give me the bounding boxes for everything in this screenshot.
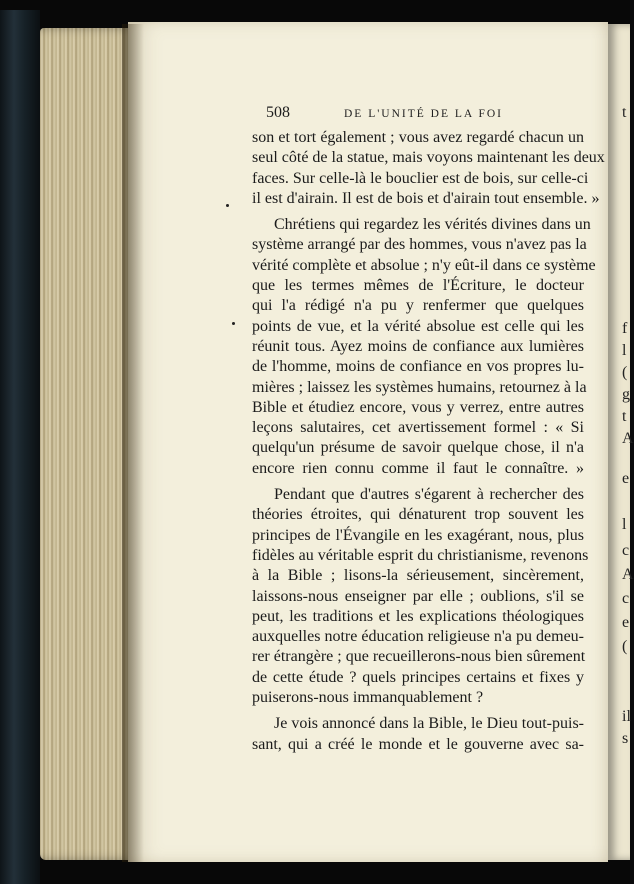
book-binding (0, 10, 40, 884)
running-header (266, 104, 596, 126)
text-line: Je vois annoncé dans la Bible, le Dieu tout-puis- (274, 715, 584, 733)
paragraph (252, 128, 605, 209)
adjacent-glyph: g (622, 386, 630, 403)
text-line: encore rien connu comme il faut le connaître. » (252, 459, 584, 477)
adjacent-glyph: il (622, 708, 631, 725)
ink-speck (232, 322, 235, 325)
adjacent-glyph: f (622, 320, 628, 337)
text-line: peut, les traditions et les explications théologiques (252, 607, 584, 625)
text-line: de cette étude ? quels principes certains et fixes y (252, 668, 584, 686)
text-line: à la Bible ; lisons-la sérieusement, sincèrement, (252, 567, 584, 585)
text-line: son et tort également ; vous avez regardé chacun un (252, 129, 584, 146)
text-line: principes de l'Évangile en les exagérant, nous, plus (252, 526, 584, 544)
text-line: Bible et étudiez encore, vous y verrez, entre autres (252, 398, 584, 416)
paragraph (252, 215, 596, 479)
adjacent-page-edge (608, 24, 634, 860)
text-line: il est d'airain. Il est de bois et d'airain tout ensemble. » (252, 189, 600, 207)
adjacent-glyph: t (622, 408, 627, 425)
text-line: réunit tous. Ayez moins de confiance aux lumières (252, 337, 584, 355)
adjacent-glyph: A (622, 566, 634, 583)
text-line: auxquelles notre éducation religieuse n'a pu demeu- (252, 628, 584, 646)
adjacent-glyph: s (622, 730, 629, 747)
text-line: sant, qui a créé le monde et le gouverne avec sa- (252, 735, 584, 753)
adjacent-glyph: ( (622, 364, 628, 381)
gutter-shadow (122, 24, 144, 862)
page-number: 508 (266, 104, 290, 121)
adjacent-glyph: l (622, 342, 627, 359)
adjacent-glyph: c (622, 590, 630, 607)
text-line: seul côté de la statue, mais voyons maintenant les deux (252, 149, 605, 167)
text-line: système arrangé par des hommes, vous n'avez pas la (252, 236, 587, 254)
adjacent-glyph: t (622, 104, 627, 121)
paragraph (252, 485, 589, 708)
text-line: qui l'a rédigé n'a pu y renfermer que quelques (252, 297, 584, 315)
text-line: faces. Sur celle-là le bouclier est de bois, sur celle-ci (252, 169, 589, 187)
text-line: laissons-nous enseigner par elle ; oublions, s'il se (252, 587, 584, 605)
text-line: Chrétiens qui regardez les vérités divines dans un (274, 216, 591, 234)
text-line: rer étrangère ; que recueillerons-nous bien sûrement (252, 648, 586, 666)
running-title: DE L'UNITÉ DE LA FOI (344, 108, 503, 120)
text-line: fidèles au véritable esprit du christianisme, revenons (252, 546, 589, 564)
page-body (252, 128, 605, 755)
text-line: que les termes mêmes de l'Écriture, le docteur (252, 277, 584, 295)
adjacent-glyph: A (622, 430, 634, 447)
text-line: théories étroites, qui dénaturent trop souvent les (252, 506, 584, 524)
text-line: Pendant que d'autres s'égarent à rechercher des (274, 486, 584, 504)
adjacent-glyph: c (622, 542, 630, 559)
adjacent-glyph: e (622, 470, 630, 487)
text-line: quelqu'un présume de savoir quelque chose, il n'a (252, 439, 584, 457)
adjacent-glyph: l (622, 516, 627, 533)
ink-speck (226, 204, 229, 207)
text-line: puiserons-nous immanquablement ? (252, 689, 484, 707)
text-line: points de vue, et la vérité absolue est celle qui les (252, 317, 584, 335)
text-line: leçons salutaires, cet avertissement formel : « Si (252, 419, 584, 437)
text-line: vérité complète et absolue ; n'y eût-il dans ce système (252, 256, 596, 274)
adjacent-glyph: ( (622, 638, 628, 655)
text-line: mières ; laissez les systèmes humains, retournez à la (252, 378, 587, 396)
paragraph (252, 714, 584, 755)
text-line: de l'homme, moins de confiance en vos propres lu- (252, 358, 584, 376)
adjacent-glyph: e (622, 614, 630, 631)
